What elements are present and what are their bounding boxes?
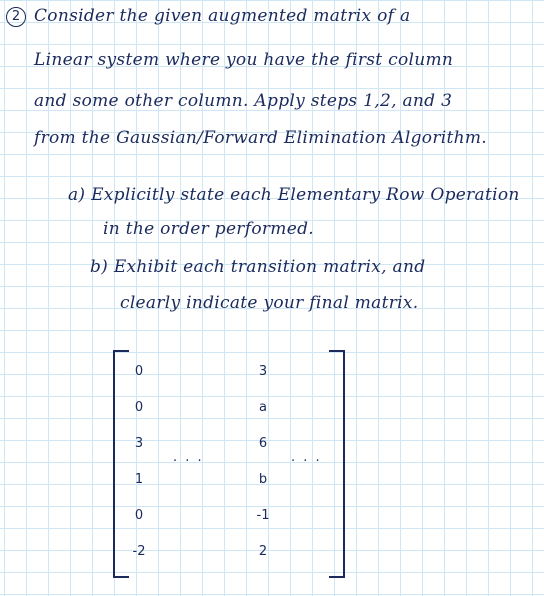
part-b-line-1: b) Exhibit each transition matrix, and — [90, 257, 426, 277]
matrix-col1-row5: 0 — [134, 508, 144, 523]
part-b-line-2: clearly indicate your final matrix. — [120, 293, 419, 313]
right-bracket — [329, 350, 345, 578]
matrix-col2-row5: -1 — [256, 508, 270, 523]
augmented-matrix — [113, 350, 345, 578]
intro-line-1: Consider the given augmented matrix of a — [34, 6, 411, 26]
matrix-col2-row6: 2 — [258, 544, 268, 559]
question-number: 2 — [6, 7, 26, 27]
matrix-col1-row2: 0 — [134, 400, 144, 415]
matrix-col1-row6: -2 — [132, 544, 146, 559]
intro-line-2: Linear system where you have the first column — [34, 50, 454, 70]
matrix-col1-row3: 3 — [134, 436, 144, 451]
part-a-line-1: a) Explicitly state each Elementary Row Operation — [68, 185, 520, 205]
matrix-col1-row1: 0 — [134, 364, 144, 379]
matrix-ellipsis-right: . . . — [291, 450, 322, 465]
matrix-col2-row4: b — [258, 472, 268, 487]
part-a-line-2: in the order performed. — [103, 219, 314, 239]
matrix-col1-row4: 1 — [134, 472, 144, 487]
matrix-col2-row1: 3 — [258, 364, 268, 379]
intro-line-4: from the Gaussian/Forward Elimination Algorithm. — [34, 128, 487, 148]
matrix-ellipsis-left: . . . — [173, 450, 204, 465]
matrix-col2-row2: a — [259, 400, 267, 415]
intro-line-3: and some other column. Apply steps 1,2, and 3 — [34, 91, 453, 111]
matrix-col2-row3: 6 — [258, 436, 268, 451]
